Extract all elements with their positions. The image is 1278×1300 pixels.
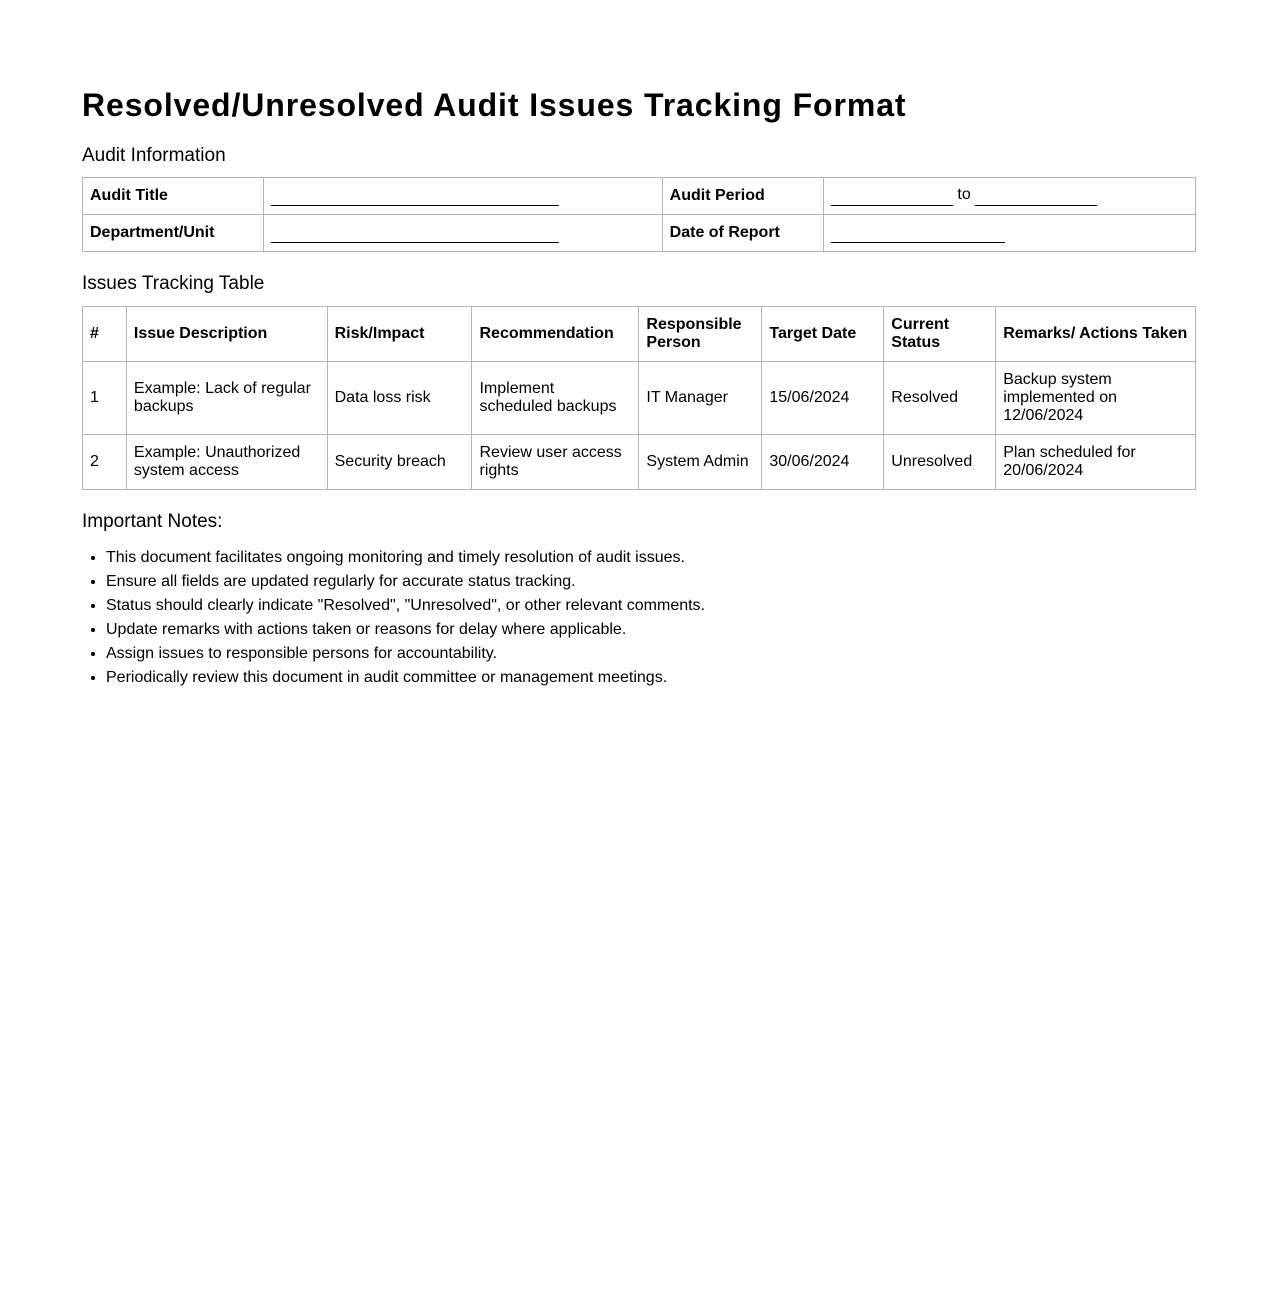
cell-target-date: 30/06/2024 (762, 435, 884, 490)
cell-target-date: 15/06/2024 (762, 362, 884, 435)
audit-information-table (82, 177, 1196, 252)
table-row (83, 362, 1196, 435)
cell-issue-description: Example: Unauthorized system access (126, 435, 327, 490)
column-header-target-date: Target Date (762, 307, 884, 362)
cell-current-status: Resolved (884, 362, 996, 435)
list-item: • Ensure all fields are updated regularly for accurate status tracking. (106, 570, 1196, 594)
column-header-issue-description: Issue Description (126, 307, 327, 362)
column-header-remarks: Remarks/ Actions Taken (996, 307, 1196, 362)
column-header-responsible-person: Responsible Person (639, 307, 762, 362)
list-item: • This document facilitates ongoing monitoring and timely resolution of audit issues. (106, 546, 1196, 570)
column-header-number: # (83, 307, 127, 362)
audit-info-row (83, 178, 1196, 215)
date-of-report-field[interactable] (824, 215, 1196, 252)
cell-recommendation: Implement scheduled backups (472, 362, 639, 435)
list-item: • Periodically review this document in audit committee or management meetings. (106, 666, 1196, 690)
cell-number: 1 (83, 362, 127, 435)
audit-title-blank[interactable] (271, 187, 559, 206)
audit-info-row (83, 215, 1196, 252)
column-header-risk-impact: Risk/Impact (327, 307, 472, 362)
audit-information-heading: Audit Information (82, 145, 226, 166)
audit-period-label: Audit Period (662, 178, 824, 215)
column-header-current-status: Current Status (884, 307, 996, 362)
audit-period-to-text: to (957, 186, 971, 203)
cell-number: 2 (83, 435, 127, 490)
date-of-report-label: Date of Report (662, 215, 824, 252)
audit-period-start-blank[interactable] (831, 187, 953, 206)
department-label: Department/Unit (83, 215, 264, 252)
date-of-report-blank[interactable] (831, 224, 1005, 243)
cell-current-status: Unresolved (884, 435, 996, 490)
list-item: • Status should clearly indicate "Resolved", "Unresolved", or other relevant comments. (106, 594, 1196, 618)
cell-issue-description: Example: Lack of regular backups (126, 362, 327, 435)
audit-period-end-blank[interactable] (975, 187, 1097, 206)
department-blank[interactable] (271, 224, 559, 243)
list-item: • Assign issues to responsible persons for accountability. (106, 642, 1196, 666)
cell-recommendation: Review user access rights (472, 435, 639, 490)
issues-tracking-heading: Issues Tracking Table (82, 273, 265, 294)
audit-title-field[interactable] (263, 178, 662, 215)
cell-risk-impact: Data loss risk (327, 362, 472, 435)
issues-tracking-table (82, 306, 1196, 490)
cell-responsible-person: IT Manager (639, 362, 762, 435)
important-notes-list (82, 546, 1196, 690)
column-header-recommendation: Recommendation (472, 307, 639, 362)
cell-remarks: Plan scheduled for 20/06/2024 (996, 435, 1196, 490)
cell-responsible-person: System Admin (639, 435, 762, 490)
table-header-row (83, 307, 1196, 362)
page-title: Resolved/Unresolved Audit Issues Tracking Format (82, 87, 907, 123)
cell-risk-impact: Security breach (327, 435, 472, 490)
table-row (83, 435, 1196, 490)
audit-period-field[interactable] (824, 178, 1196, 215)
list-item: • Update remarks with actions taken or reasons for delay where applicable. (106, 618, 1196, 642)
department-field[interactable] (263, 215, 662, 252)
cell-remarks: Backup system implemented on 12/06/2024 (996, 362, 1196, 435)
important-notes-heading: Important Notes: (82, 511, 223, 532)
audit-title-label: Audit Title (83, 178, 264, 215)
